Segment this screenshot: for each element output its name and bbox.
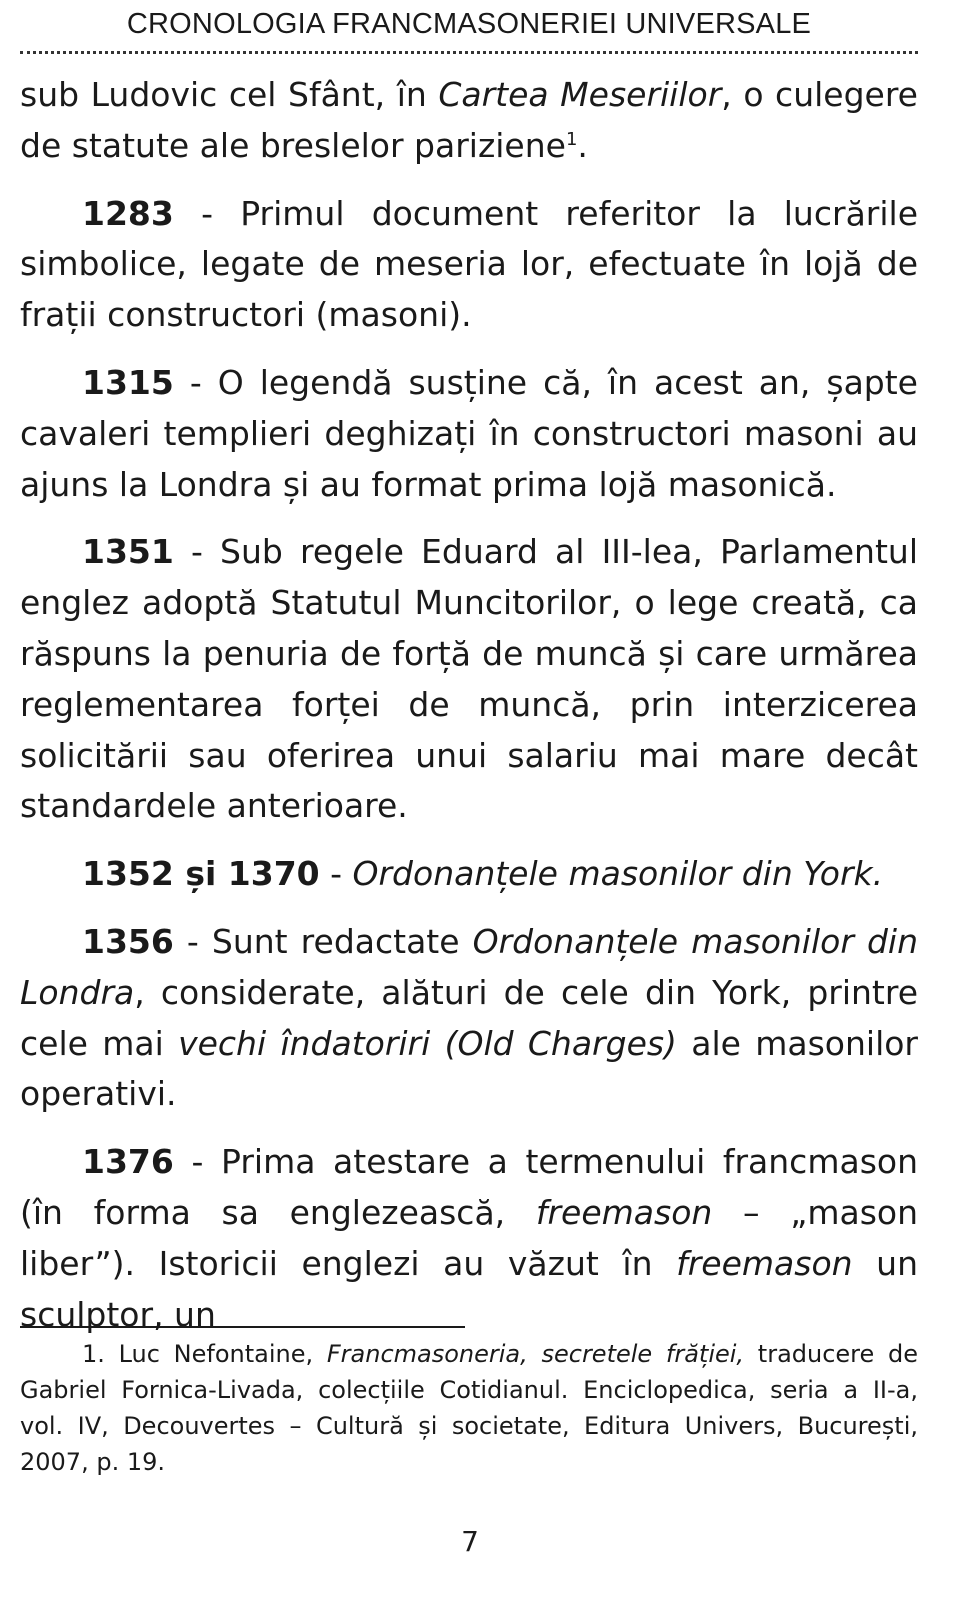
entry-text: - O legendă susține că, în acest an, șapte cavaleri templieri deghizați în constructori masoni au ajuns la Londra și au format prima lojă masonică. <box>20 362 918 504</box>
book-title: Cartea Meseriilor <box>438 75 722 114</box>
text-run: , considerate, alături de cele din York, printre cele mai <box>20 972 918 1063</box>
entry-1376 <box>20 1137 918 1340</box>
entry-year: 1356 <box>82 921 174 961</box>
entry-year: 1283 <box>82 193 174 233</box>
text-run: , o culegere de statute ale breslelor pariziene <box>20 75 918 165</box>
entry-title-italic: Ordonanțele masonilor din York. <box>352 854 884 894</box>
entry-term-italic: vechi îndatoriri (Old Charges) <box>178 1023 677 1063</box>
text-run: . <box>577 125 588 165</box>
text-run: - Prima atestare a termenului francmason (în forma sa englezească, <box>20 1142 918 1232</box>
page-number: 7 <box>461 1525 479 1558</box>
text-run: traducere de Gabriel Fornica-Livada, colecțiile Cotidianul. Enciclopedica, seria a II-a, vol. IV, Decouvertes – Cultură și societate, Editura Univers, București, 2007, p. 19. <box>20 1340 919 1476</box>
text-run: un sculptor, un <box>20 1243 919 1334</box>
text-run: – „mason liber”). Istoricii englezi au văzut în <box>20 1192 919 1283</box>
entry-title-italic: Ordonanțele masonilor din Londra <box>20 921 918 1012</box>
footnote-marker: 1 <box>565 128 578 150</box>
text-run: 1. Luc Nefontaine, <box>82 1340 327 1368</box>
body-text <box>20 70 918 1357</box>
entry-1356 <box>20 917 918 1120</box>
entry-1315 <box>20 358 918 510</box>
entry-separator: - <box>319 854 353 894</box>
entry-year: 1351 <box>82 532 174 572</box>
text-run: - Sunt redactate <box>173 921 473 961</box>
text-run: ale masonilor operativi. <box>20 1023 919 1114</box>
entry-text: - Primul document referitor la lucrările simbolice, legate de meseria lor, efectuate în lojă de frații constructori (masoni). <box>20 193 918 335</box>
entry-1352-1370 <box>20 849 918 900</box>
footnote-divider <box>20 1326 465 1328</box>
entry-term-italic: freemason <box>676 1243 853 1283</box>
entry-year: 1376 <box>82 1142 174 1182</box>
footnotes <box>20 1336 918 1480</box>
paragraph-continuation <box>20 70 918 172</box>
entry-year: 1352 și 1370 <box>82 854 320 894</box>
entry-1351 <box>20 527 918 832</box>
footnote-book-title: Francmasoneria, secretele frăției, <box>326 1340 745 1368</box>
footnote-1 <box>20 1336 918 1480</box>
text-run: sub Ludovic cel Sfânt, în <box>20 75 439 114</box>
entry-1283 <box>20 189 918 341</box>
entry-year: 1315 <box>82 362 174 402</box>
entry-term-italic: freemason <box>535 1192 713 1232</box>
entry-text: - Sub regele Eduard al III-lea, Parlamentul englez adoptă Statutul Muncitorilor, o lege creată, ca răspuns la penuria de forță de muncă și care urmărea reglementarea forței de muncă, prin interzicerea solicitării sau oferirea unui salariu mai mare decât standardele anterioare. <box>20 532 918 826</box>
running-header-title: CRONOLOGIA FRANCMASONERIEI UNIVERSALE <box>20 8 918 54</box>
